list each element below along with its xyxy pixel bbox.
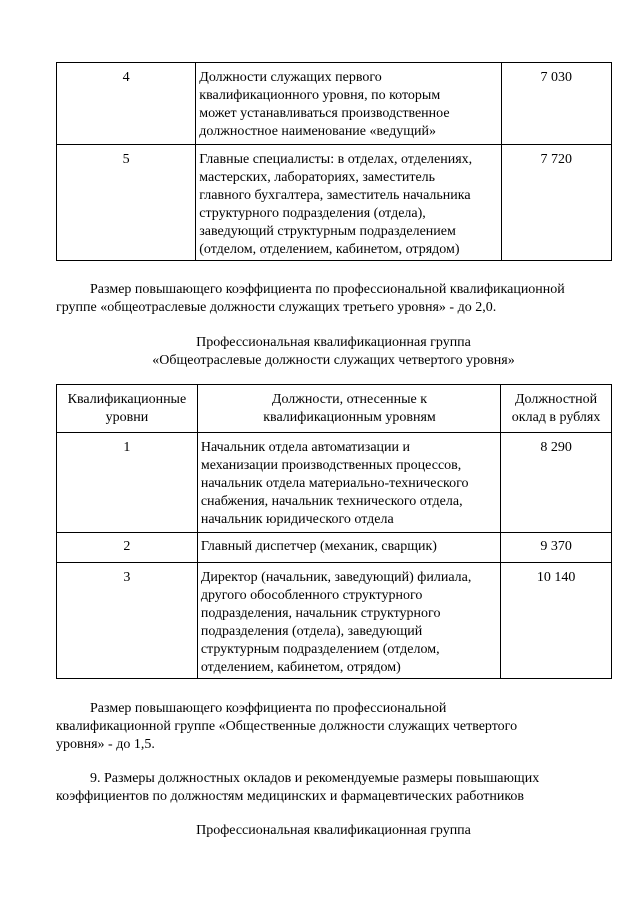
position-line: структурным подразделением (отделом,: [200, 642, 440, 657]
paragraph-line: 9. Размеры должностных окладов и рекомендуемые размеры повышающих: [90, 771, 540, 786]
level-value: 3: [123, 570, 131, 585]
table-row: [57, 533, 612, 563]
salary-value: 10 140: [536, 570, 576, 585]
header-line: квалификационным уровням: [263, 410, 436, 425]
position-line: снабжения, начальник технического отдела,: [200, 494, 463, 509]
salary-value: 7 030: [540, 70, 572, 85]
position-line: (отделом, отделением, кабинетом, отрядом): [199, 242, 460, 257]
positions-cell: [197, 433, 500, 533]
paragraph-line: уровня» - до 1,5.: [56, 737, 155, 752]
table-row: [57, 145, 612, 261]
position-line: должностное наименование «ведущий»: [199, 124, 436, 139]
table-row: [57, 433, 612, 533]
positions-cell: [197, 533, 500, 563]
position-line: может устанавливаться производственное: [199, 106, 450, 121]
table-header-row: [57, 385, 612, 433]
level-value: 2: [123, 539, 131, 554]
position-line: заведующий структурным подразделением: [199, 224, 456, 239]
position-line: начальник отдела материально-технического: [200, 476, 469, 491]
position-line: подразделения, начальник структурного: [200, 606, 441, 621]
position-line: главного бухгалтера, заместитель начальника: [199, 188, 471, 203]
qualification-level-cell: [57, 145, 196, 261]
level-value: 4: [122, 70, 130, 85]
position-line: Директор (начальник, заведующий) филиала,: [200, 570, 472, 585]
salary-cell: [501, 563, 612, 679]
title-line: «Общеотраслевые должности служащих четвертого уровня»: [152, 353, 515, 368]
level-value: 5: [122, 152, 130, 167]
qualification-level-cell: [57, 63, 196, 145]
salary-value: 8 290: [540, 440, 572, 455]
qualification-level-cell: [57, 533, 198, 563]
position-line: квалификационного уровня, по которым: [199, 88, 441, 103]
header-line: оклад в рублях: [511, 410, 601, 425]
group-title-level-4: [56, 334, 611, 370]
salary-cell: [501, 145, 611, 261]
coefficient-paragraph-level-4: [56, 700, 611, 754]
position-line: Главные специалисты: в отделах, отделениях,: [199, 152, 473, 167]
next-group-title: [56, 822, 611, 840]
position-line: Начальник отдела автоматизации и: [200, 440, 411, 455]
position-line: Должности служащих первого: [199, 70, 382, 85]
header-salary: [501, 385, 612, 433]
coefficient-paragraph-level-3: [56, 281, 611, 317]
header-line: Должности, отнесенные к: [271, 392, 428, 407]
salary-value: 7 720: [540, 152, 572, 167]
qualification-level-cell: [57, 563, 198, 679]
positions-cell: [196, 145, 501, 261]
header-line: Квалификационные: [67, 392, 187, 407]
salary-cell: [501, 533, 612, 563]
salary-cell: [501, 433, 612, 533]
positions-cell: [196, 63, 501, 145]
level-value: 1: [123, 440, 131, 455]
header-line: Должностной: [514, 392, 598, 407]
table-row: [57, 63, 612, 145]
salary-table-level-3: [56, 62, 612, 261]
paragraph-line: коэффициентов по должностям медицинских и фармацевтических работников: [56, 789, 525, 804]
header-line: уровни: [105, 410, 149, 425]
title-line: Профессиональная квалификационная группа: [196, 335, 471, 350]
position-line: структурного подразделения (отдела),: [199, 206, 426, 221]
salary-cell: [501, 63, 611, 145]
position-line: начальник юридического отдела: [200, 512, 394, 527]
position-line: другого обособленного структурного: [200, 588, 423, 603]
position-line: механизации производственных процессов,: [200, 458, 462, 473]
paragraph-line: Размер повышающего коэффициента по профессиональной: [90, 701, 447, 716]
position-line: отделением, кабинетом, отрядом): [200, 660, 401, 675]
position-line: Главный диспетчер (механик, сварщик): [200, 539, 437, 554]
paragraph-line: группе «общеотраслевые должности служащих третьего уровня» - до 2,0.: [56, 300, 497, 315]
positions-cell: [197, 563, 500, 679]
header-positions: [197, 385, 500, 433]
salary-table-level-4: [56, 384, 612, 679]
section-9-paragraph: [56, 770, 611, 806]
paragraph-line: Размер повышающего коэффициента по профессиональной квалификационной: [90, 282, 565, 297]
position-line: подразделения (отдела), заведующий: [200, 624, 423, 639]
title-line: Профессиональная квалификационная группа: [196, 823, 471, 838]
header-qualification-levels: [57, 385, 198, 433]
position-line: мастерских, лабораториях, заместитель: [199, 170, 436, 185]
qualification-level-cell: [57, 433, 198, 533]
table-row: [57, 563, 612, 679]
paragraph-line: квалификационной группе «Общественные должности служащих четвертого: [56, 719, 518, 734]
salary-value: 9 370: [540, 539, 572, 554]
